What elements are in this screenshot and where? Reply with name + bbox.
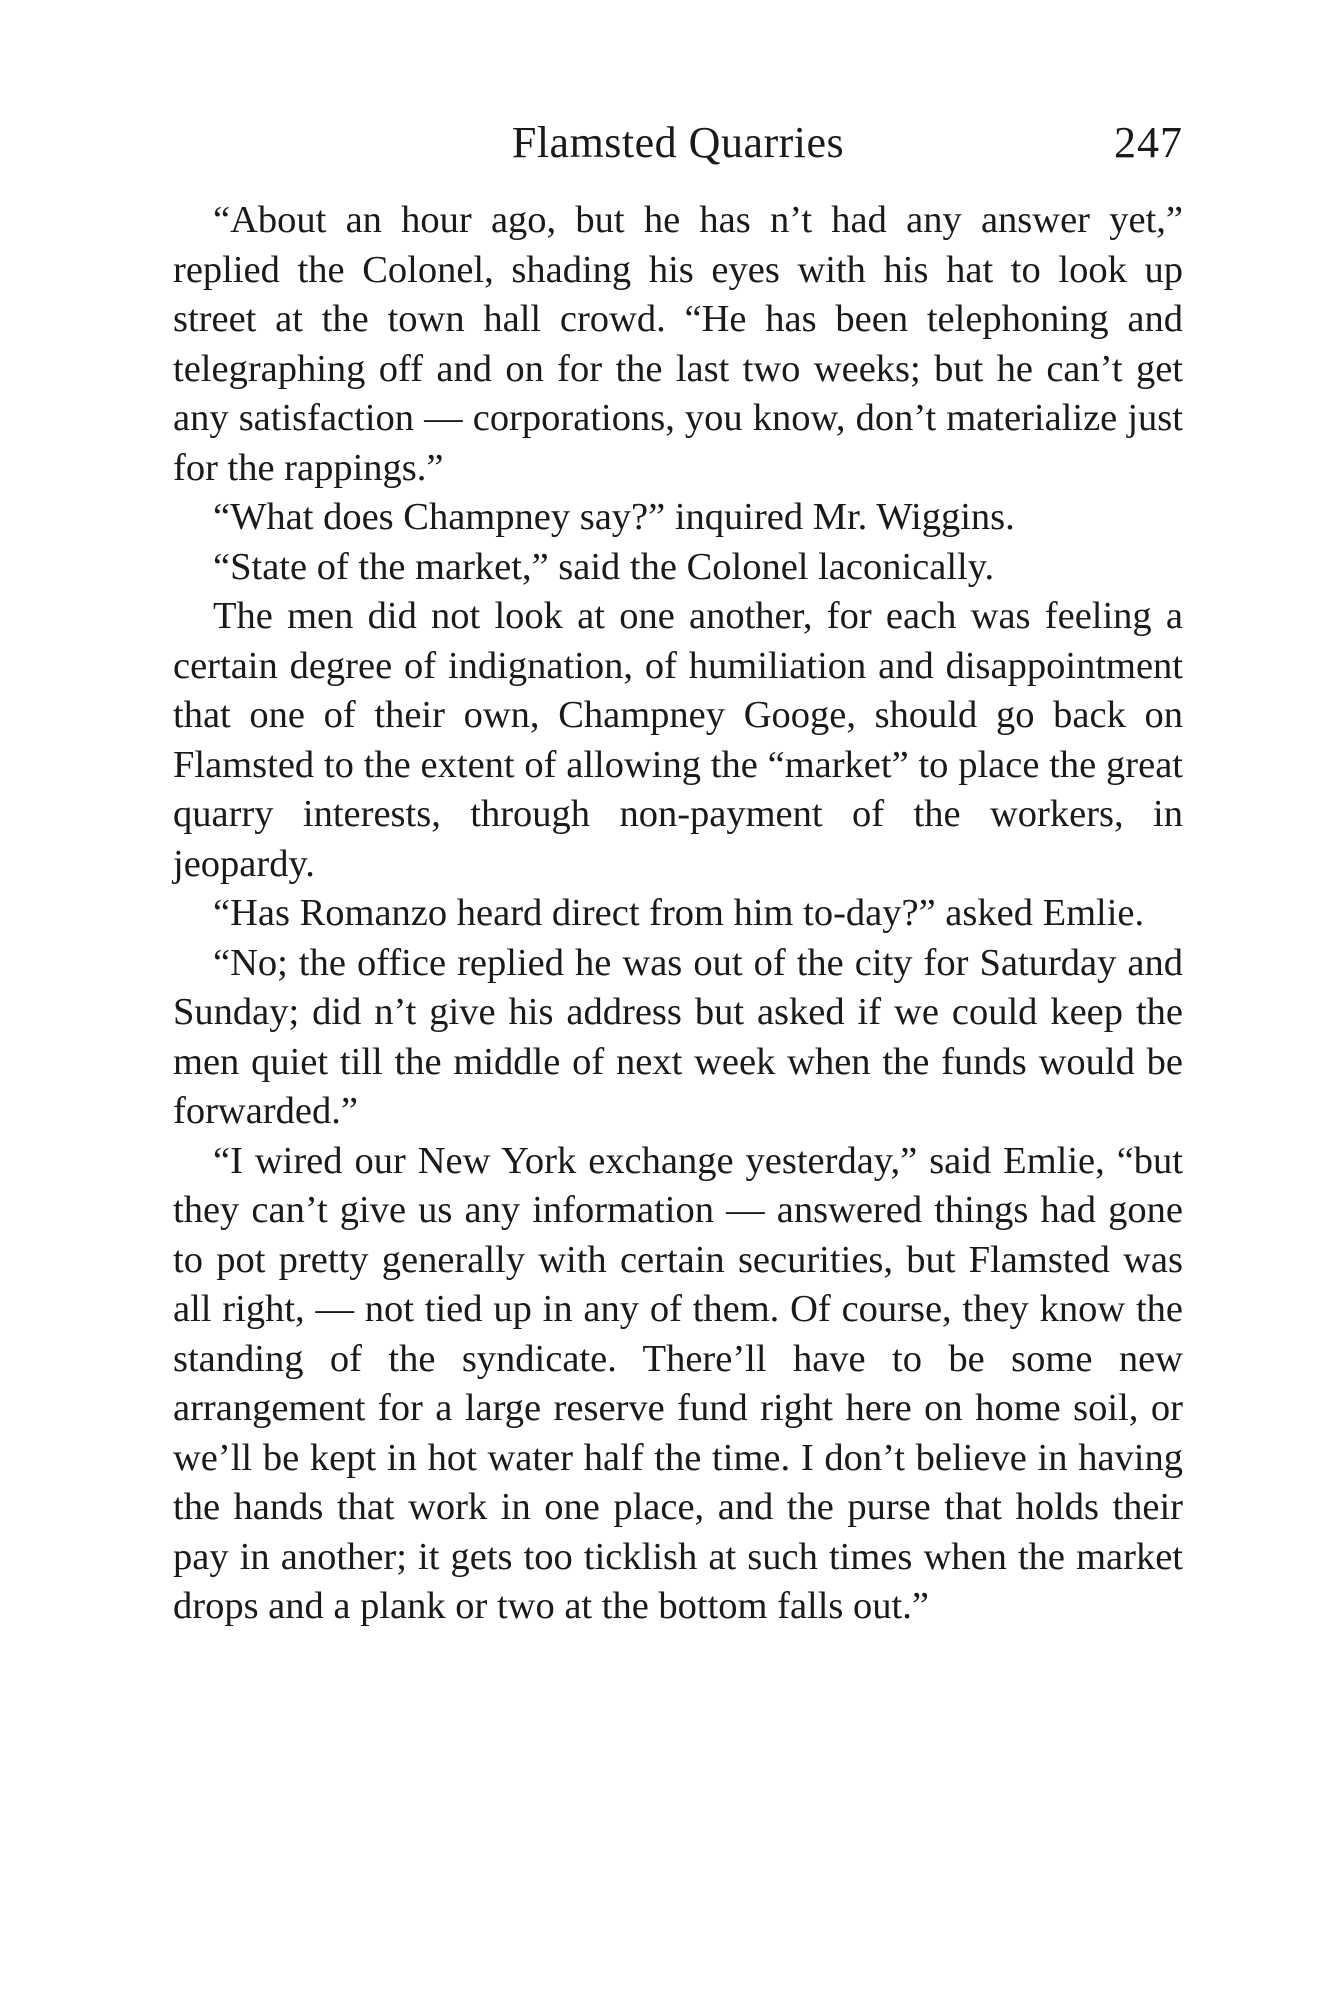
page-number: 247 [1114, 118, 1183, 167]
page-header [173, 108, 1183, 178]
paragraph: “No; the office replied he was out of the city for Saturday and Sunday; did n’t give his address but asked if we could keep the men quiet till the middle of next week when the funds would be forwarded.” [173, 941, 1183, 1132]
paragraph: The men did not look at one another, for each was feeling a certain degree of indignation, of humiliation and disappointment that one of their own, Champney Googe, should go back on Flamsted to the extent of allowing the “market” to place the great quarry interests, through non-payment of the workers, in jeopardy. [173, 595, 1183, 885]
paragraph: “Has Romanzo heard direct from him to-day?” asked Emlie. [213, 892, 1145, 934]
paragraph: “About an hour ago, but he has n’t had any answer yet,” replied the Colonel, shading his eyes with his hat to look up street at the town hall crowd. “He has been telephoning and telegraphing off and on for the last two weeks; but he can’t get any satisfaction — corporations, you know, don’t materialize just for the rappings.” [173, 199, 1183, 489]
paragraph: “State of the market,” said the Colonel laconically. [213, 545, 995, 588]
running-title: Flamsted Quarries [511, 118, 845, 167]
paragraph: “What does Champney say?” inquired Mr. Wiggins. [213, 496, 1015, 538]
body-text [173, 196, 1183, 1632]
paragraph: “I wired our New York exchange yesterday,” said Emlie, “but they can’t give us any information — answered things had gone to pot pretty generally with certain securities, but Flamsted was all right, — not tied up in any of them. Of course, they know the standing of the syndicate. There’ll have to be some new arrangement for a large reserve fund right here on home soil, or we’ll be kept in hot water half the time. I don’t believe in having the hands that work in one place, and the purse that holds their pay in another; it gets too ticklish at such times when the market drops and a plank or two at the bottom falls out.” [173, 1139, 1183, 1627]
